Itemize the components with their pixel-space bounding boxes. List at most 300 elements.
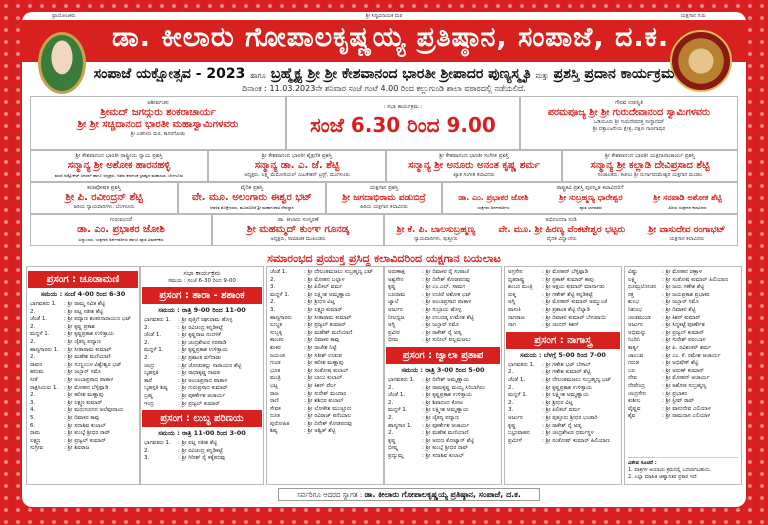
cast-role: ಮದ್ದಳೆ 1. <box>30 331 50 338</box>
cast-role: ಅಶ್ವಸೇನ <box>388 276 404 283</box>
cast-artist: : ಶ್ರೀ ಚಂದನ್ ಕಿಶನ್ <box>542 322 579 329</box>
cast-row <box>270 368 380 376</box>
cast-role: ಕೃಷ್ಣ <box>388 284 396 291</box>
cast-artist: : ಶ್ರೀ ಮಹೇಶ ಮಣಿಯಾಣಿ <box>422 430 469 437</box>
cast-row <box>388 299 498 307</box>
cast-role: ಬೃಹಸ್ಪತಿ ಶಿಷ್ಯ <box>144 385 168 392</box>
cast-row <box>30 438 136 446</box>
cast-artist: : ಶ್ರೀ ಮಹೇಶ್ ಮಣಿಯಾಣಿ <box>304 329 353 336</box>
cast-artist: : ಶ್ರೀ ಲಕ್ಷ್ಮೀಶ ಅಮ್ಮಣ್ಣಾಯ <box>542 392 589 399</box>
cast-row <box>628 307 738 315</box>
cast-row <box>270 421 380 429</box>
cast-row <box>628 368 738 376</box>
cast-artist: : ಶ್ರೀ ಚೈತನ್ಯ ಪದ್ಯಾಣ <box>422 414 459 421</box>
cast-artist: : ಶ್ರೀ ಪಟ್ಲ ಸತೀಶ ಶೆಟ್ಟಿ <box>178 440 218 447</box>
cast-role: ಭೂತ <box>270 367 281 374</box>
cast-role: 2. <box>144 339 150 346</box>
cast-row <box>508 284 618 292</box>
cast-artist: : ಶ್ರೀ ಪಿ. ರವಿಶಂಕರ್ ಶರ್ಮ <box>662 344 712 351</box>
cast-artist: : ಶ್ರೀ ರಾಧಾಕೃಷ್ಣ ನಾವಡ <box>178 370 220 377</box>
cast-row <box>508 315 618 323</box>
cast-artist: : ಶ್ರೀ ಚಂದ್ರಶೇಖರ ಧರ್ಮಸ್ಥಳ <box>542 430 594 437</box>
memorial-speech-box: ಡಾ. ಕೀಲಾರು ಸಂಸ್ಮರಣೆ ಶ್ರೀ ಮಹಮ್ಮದ್ ಕುಂಞ ಗೂನಡ್ಕ ಅಧ್ಯಕ್ಷರು, ಸಾಮಾಜಿಕ ಮುಖಂಡರು <box>212 214 384 246</box>
prasanga-title: ಪ್ರಸಂಗ : ಲುಬ್ಧ ಪರಿಣಯ <box>142 410 262 427</box>
cast-list <box>270 269 380 436</box>
cast-artist: : ಶ್ರೀ ಕೃಷ್ಣಪ್ರಕಾಶ ಉಳಿತ್ತಾಯ <box>542 384 593 391</box>
cast-row <box>30 407 136 415</box>
cast-artist: : ಶ್ರೀ ಮೋಹನ್ ಆಚಾರ್ಯ <box>662 375 710 382</box>
cast-artist: : ಶ್ರೀ ರಾಕೇಶ್ ರೈ ಅಡ್ಕ <box>542 422 582 429</box>
cast-row <box>388 400 498 408</box>
cast-artist: : ಶ್ರೀ ಮೋಹನ ರಣ್ಬಾಳ <box>662 269 702 275</box>
cast-row <box>508 377 618 385</box>
cast-role: ರಾಮ <box>30 430 41 437</box>
cast-row <box>270 337 380 345</box>
extra-cast-column <box>624 266 742 485</box>
cast-role: ತಾರೆ <box>144 377 152 384</box>
cast-artist: : ಶ್ರೀ ಉಜಿರೆ ಅಶೋಕ ಭಟ್ <box>422 291 472 298</box>
cast-role: ಲಕ್ಷ್ಮಣ <box>30 437 41 444</box>
cast-role: ಅರ್ಜುನ <box>508 414 523 421</box>
cast-role: ಅರ್ಜುನ <box>388 306 403 313</box>
cast-role: ಗರುಡ <box>628 360 640 367</box>
cast-row <box>388 292 498 300</box>
cast-role: 2. <box>30 392 36 399</box>
cast-role: 2. <box>30 323 36 330</box>
cast-role: ಚಂದ್ರಸೇನ <box>628 390 646 397</box>
cast-row <box>144 401 260 409</box>
honour-presence-box: ಗೌರವ ಉಪಸ್ಥಿತಿ ಪರಮಪೂಜ್ಯ ಶ್ರೀ ಶ್ರೀ ಗುರುದೇವಾನಂದ ಸ್ವಾಮಿಗಳವರು ಒಡಿಯೂರು ಶ್ರೀ ಗುರುದೇವದತ್ತ ಸಂಸ್ಥಾನಮ್ ಶ್ರೀ ದತ್ತಾಂಜನೇಯ ಕ್ಷೇತ್ರ, ದಕ್ಷಿಣ ಗಾಣಗಾಪುರ <box>520 96 738 150</box>
cast-artist: : ಶ್ರೀ ಪೂರ್ಣೇಶ ಆಚಾರ್ಯ <box>178 392 226 399</box>
cast-role: ಶುಂಭ <box>628 299 639 306</box>
cast-artist: : ಶ್ರೀ ಶಿವರಾಜ <box>64 445 90 452</box>
cast-row <box>388 385 498 393</box>
cast-row <box>388 430 498 438</box>
prasanga-nagastra-column: ಅಗ್ರಸೇನ : ಶ್ರೀ ಮೋಹನ್ ಬೆಳ್ಳಿಪ್ಪಾಡಿ ಧೃತರಾಷ್ಟ್ರ : ಶ್ರೀ ಪ್ರಕಾಶ್ ಕುಮಾರ್ ಕಾಪು ಶಂಬರ ಮಂತ್ರಿ : ಶ್ರೀ ಅಕ್ಷಯ ಕುಮಾರ್ ಮಾರ್ನಾಡು ರುಕ್ಮ : ಶ್ರೀ ಗಣೇಶ್ ಶೆಟ್ಟಿ ಕನ್ನಡಿಕಟ್ಟೆ ಅಗ್ನಿ : ಶ್ರೀ ಮೋಹನ್ ಕುಮಾರ್ ಅಮ್ಮುಂಜೆ ವಾಸುಕಿ : ಶ್ರೀ ಪ್ರಶಾಂತ ಶೆಟ್ಟಿ ನೆಲ್ಯಾಡಿ ನಾಗರಾಜ : ಶ್ರೀ ದಿವಾಕರ ಕುಮಾರ್ ಬೆಳುವಾಯಿ ನಾಗ : ಶ್ರೀ ಚಂದನ್ ಕಿಶನ್ ಪ್ರಸಂಗ : ನಾಗಾಸ್ತ್ರ ಸಮಯ : ಬೆಳಗ್ಗೆ 5-00 ರಿಂದ 7-00 ಭಾಗವತರು 1. : ಶ್ರೀ ಗಣೇಶ ಭಟ್ ಬೆಳಾಲ್ 2. : ಶ್ರೀ ಗಣೇಶ ಕುಮಾರ್ ಶೆಟ್ಟಿ ಚೆಂಡೆ 1. : ಶ್ರೀ ದೇಲಂತಮಜಲು ಸುಬ್ರಹ್ಮಣ್ಯ ಭಟ್ 2. : ಶ್ರೀ ಕೃಷ್ಣಪ್ರಕಾಶ ಉಳಿತ್ತಾಯ ಮದ್ದಳೆ 1. : ಶ್ರೀ ಲಕ್ಷ್ಮೀಶ ಅಮ್ಮಣ್ಣಾಯ 2. : ಶ್ರೀ ಶ್ರೀಧರ ವಿಟ್ಲ 3. : ಶ್ರೀ ಪಿಲಿಕಲ್ ವರ್ಮ ಅರ್ಜುನ : ಶ್ರೀ ಪುತ್ತೂರು ಶ್ರೀಧರ ಭಂಡಾರಿ ಕೃಷ್ಣ : ಶ್ರೀ ರಾಕೇಶ್ ರೈ ಅಡ್ಕ ಬಭ್ರುವಾಹನ : ಶ್ರೀ ಚಂದ್ರಶೇಖರ ಧರ್ಮಸ್ಥಳ ಪ್ರಮೀಳೆ : ಶ್ರೀ ಸಂತೋಷ್ ಕುಮಾರ್ ಹಿಲಿಯಾಣ <box>504 266 622 485</box>
cast-role: 2. <box>270 299 276 306</box>
cast-row <box>30 339 136 347</box>
award-music-box: ಶ್ರೀ ಕೇಶವಾನಂದ ಭಾರತೀ ಸಂಗೀತ ಪ್ರಶಸ್ತಿ ಸನ್ಮಾನ್ಯ ಶ್ರೀ ಅನೂರು ಅನಂತ ಕೃಷ್ಣ ಶರ್ಮ ಖ್ಯಾತ ಸಂಗೀತ ಕಲಾವಿದರು <box>386 150 562 182</box>
award-vaidika-box: ವೈದಿಕ ಪ್ರಶಸ್ತಿ ವೇ. ಮೂ. ಅಲಂಗಾರು ಈಶ್ವರ ಭಟ್ ಆಡಳಿತ ಮೊಕ್ತೇಸರರು, ಮೂಡಬಿದಿರೆ ಶ್ರೀ ಮಹಾಗಣಪತಿ ದೇವಸ್ಥಾನ <box>178 182 326 214</box>
cast-artist: : ಶ್ರೀ ಗಣೇಶ ಭಟ್ ಬೆಳಾಲ್ <box>542 361 591 368</box>
cast-row <box>628 398 738 406</box>
cast-row <box>508 292 618 300</box>
cast-row <box>388 377 498 385</box>
cast-artist: : ಶ್ರೀ ದಿವಾಕರ ಶೆಟ್ಟಿ <box>662 306 696 313</box>
cast-artist: : ಶ್ರೀ ಗಣೇಶ ಕುಮಾರ್ ಶೆಟ್ಟಿ <box>542 369 591 376</box>
cast-list <box>508 362 618 446</box>
cast-role: ಲುಬ್ಧಕ <box>270 322 282 329</box>
poster-panel <box>22 12 746 507</box>
cast-role: ದೇವ <box>628 375 637 382</box>
cast-row <box>30 301 136 309</box>
cast-artist: : ಶ್ರೀ ಪದ್ಯಾಣ ಶಂಕರನಾರಾಯಣ ಭಟ್ <box>64 316 131 323</box>
cast-artist: : ಶ್ರೀ ಸಿದ್ಧಕಟ್ಟೆ ಪೂರ್ಣೇಶ <box>662 322 705 329</box>
cast-artist: : ಶ್ರೀ ಶಶಿಧರ ಕುಲಾಲ್ <box>304 398 344 405</box>
cast-role: ಬ್ರಹ್ಮ <box>144 392 153 399</box>
cast-role: ಮಂತ್ರಿ <box>270 375 281 382</box>
cast-artist: : ಶ್ರೀ ದಿನೇಶ್ ಕೋಡಪದವು <box>304 420 353 427</box>
guru-emblem-image <box>670 30 732 92</box>
award-nyaya-box: ಶ್ರೀ ಕೇಶವಾನಂದ ಭಾರತೀ ರಾಷ್ಟ್ರೀಯ ನ್ಯಾಯ ಪ್ರಶಸ್ತಿ ಸನ್ಮಾನ್ಯ ಶ್ರೀ ಅಶೋಕ ಹಾರನಹಳ್ಳಿ ಮಾಜಿ ಅಡ್ವೊಕೇಟ್ ಜನರಲ್ ಹಾಗೂ ಅಧ್ಯಕ್ಷರು, ಅಖಿಲ ಕರ್ನಾಟಕ ಬ್ರಾಹ್ಮಣ ಮಹಾಸಭಾ, ಬೆಂಗಳೂರು <box>30 150 208 182</box>
cast-role: ಅಗ್ನಿ <box>388 322 396 329</box>
cast-row <box>30 316 136 324</box>
cast-row <box>270 345 380 353</box>
cast-artist: : ಶ್ರೀ ದಿನೇಶ್ ಅಮ್ಮಣ್ಣಾಯ <box>422 376 470 383</box>
cast-artist: : ಶ್ರೀ ಹರೀಶ ಮಣ್ಣಾಪು <box>304 360 344 367</box>
cast-artist: : ಶ್ರೀ ಪುತ್ತಿಗೆ ರಘುರಾಮ ಹೊಳ್ಳ <box>178 317 233 323</box>
cast-row <box>388 307 498 315</box>
cast-row <box>30 369 136 377</box>
cast-row <box>628 330 738 338</box>
cast-row <box>30 385 136 393</box>
cast-role: ಪ್ರದ್ಯುಮ್ನ <box>388 452 404 459</box>
cast-row <box>144 455 260 463</box>
cast-row <box>144 332 260 340</box>
cast-role: ದೂತ <box>270 413 280 420</box>
cast-role: ಚಂದ್ರ <box>144 362 154 369</box>
cast-role: ಭಾಗವತರು 1. <box>144 440 171 447</box>
cast-row <box>388 284 498 292</box>
cast-artist: : ಶ್ರೀ ಸಂತೋಷ್ ಕುಮಾರ್ ಹಿಲಿಯಾಣ <box>542 437 610 444</box>
cast-role: ಲಕ್ಷ್ಮಿ <box>628 276 637 283</box>
cast-role: ಜಯಂತ <box>270 352 285 359</box>
cast-row <box>508 430 618 438</box>
cast-role: ದೇವೇಂದ್ರ <box>628 382 645 389</box>
cast-role: ರಕ್ತ <box>628 291 634 298</box>
cast-row <box>388 330 498 338</box>
cast-artist: : ಶ್ರೀ ಅಭಿಷೇಕ್ ಶೆಟ್ಟಿ <box>662 360 699 367</box>
cast-artist: : ಶ್ರೀ ರವಿರಾಜ್ ಪನೆಯಾಲ <box>304 413 351 420</box>
cast-artist: : ಶ್ರೀ ಲಕ್ಷ್ಮೀಶ ಅಮ್ಮಣ್ಣಾಯ <box>422 407 469 414</box>
cast-artist: : ಶ್ರೀ ಬಾಬು ಕುಲಾಲ್ <box>304 375 343 382</box>
cast-list <box>144 440 260 463</box>
cast-role: 2. <box>508 384 514 391</box>
cast-role: ಬಲ <box>628 367 636 374</box>
cast-role: 2. <box>388 414 394 421</box>
cast-artist: : ಶ್ರೀ ಸುರೇಶ್ ಪರಂಬಾಳ <box>662 337 706 344</box>
cast-role: ಕೃಷ್ಣ <box>388 437 396 444</box>
cast-artist: : ಶ್ರೀ ರಾಜೇಶ ನಿಟ್ಟೆ <box>304 344 337 351</box>
cast-row <box>30 415 136 423</box>
cast-artist: : ಶ್ರೀ ಚೈತನ್ಯ ಪದ್ಯಾಣ <box>64 338 101 345</box>
cast-role: ಹನುಮ <box>30 369 44 376</box>
cast-role: 2. <box>144 354 150 361</box>
cast-row <box>144 385 260 393</box>
cast-row <box>144 393 260 401</box>
cast-artist: : ಶ್ರೀ ಪೂರ್ಣೇಶ ಆಚಾರ್ಯ <box>422 422 470 429</box>
cast-row <box>508 307 618 315</box>
cast-role: ಧೂಮ್ರಲೋಚನ <box>628 284 657 291</box>
cast-row <box>628 353 738 361</box>
cast-artist: : ಶ್ರೀ ಕುಂಬ್ಳೆ ಶ್ರೀಧರ ರಾವ್ <box>64 430 111 437</box>
cast-role: ಅಗ್ನಿ <box>508 299 516 306</box>
cast-artist: : ಶ್ರೀ ಎಂ. ಕೆ. ರಮೇಶ ಆಚಾರ್ಯ <box>662 352 721 359</box>
cast-role: ಪುರೋಹಿತ <box>270 420 290 427</box>
cast-artist: : ಶ್ರೀ ಜಬ್ಬಾರ್ ಸಮೊ <box>422 322 459 329</box>
cast-list <box>628 269 738 421</box>
cast-row <box>388 337 498 345</box>
cast-row <box>388 445 498 453</box>
cast-row <box>508 415 618 423</box>
cast-artist: : ಶ್ರೀ ಸೀತಾರಾಮ ಕುಮಾರ್ <box>64 346 112 353</box>
cast-row <box>30 324 136 332</box>
cast-row <box>144 325 260 333</box>
cast-row <box>30 309 136 317</box>
cast-row <box>30 423 136 431</box>
cast-artist: : ಶ್ರೀ ಪ್ರಶಾಂತ ಶೆಟ್ಟಿ ನೆಲ್ಯಾಡಿ <box>542 306 590 313</box>
cast-role: ಭೀಮ <box>388 337 399 344</box>
cast-row <box>388 315 498 323</box>
cast-row <box>508 407 618 415</box>
cast-role: 3. <box>508 407 514 414</box>
guruvandane-box: ಗುರುವಂದನೆ ಡಾ. ಎಂ. ಪ್ರಭಾಕರ ಜೋಶಿ ವಿದ್ವಾಂಸರು, ಯಕ್ಷಗಾನ ಅರ್ಥಧಾರಿಗಳು ಹಾಗೂ ಖ್ಯಾತ ವಿಮರ್ಶಕರು <box>30 214 212 246</box>
cast-role: ನೀಲಧ್ವಜ <box>388 314 405 321</box>
cast-artist: : ಶ್ರೀ ಸುರೇಶ್ ಮಂದಾರ <box>304 390 347 397</box>
cast-role: 4. <box>30 407 36 414</box>
cast-row <box>388 277 498 285</box>
cast-artist: : ಶ್ರೀ ಲಕ್ಷ್ಮಣ ಕುಮಾರ್ <box>304 306 343 313</box>
cast-row <box>270 299 380 307</box>
cast-row <box>144 340 260 348</box>
cast-artist: : ಶ್ರೀ ಗಣೇಶ್ ಶೆಟ್ಟಿ ಕನ್ನಡಿಕಟ್ಟೆ <box>542 291 593 298</box>
cast-row <box>628 292 738 300</box>
cast-role: ರಾಣಿ <box>270 398 279 405</box>
math-label: ಶ್ರೀ ಸಿದ್ಧಿವಿನಾಯಕ ಮಠ <box>365 13 403 19</box>
cast-role: ಜಾಂಬವ <box>628 352 644 359</box>
cast-artist: : ಶ್ರೀ ಸದಾಶಿವ ಕುಲಾಲ್ <box>422 452 464 459</box>
cast-row <box>270 284 380 292</box>
cast-list <box>388 269 498 345</box>
cast-artist: : ಶ್ರೀ ದಿವಾಕರ ಕುಮಾರ್ ಬೆಳುವಾಯಿ <box>542 314 607 321</box>
cast-row <box>144 355 260 363</box>
cast-artist: : ಶ್ರೀ ಮೋಹನ ಬೆಳ್ಳಿಪ್ಪಾಡಿ <box>64 384 109 391</box>
cast-artist: : ಶ್ರೀ ಪ್ರಜ್ವಲ್ ಕುಮಾರ್ <box>662 329 704 336</box>
cast-row <box>30 445 136 453</box>
cast-role: ಚಂಡಮುಂಡ <box>628 314 651 321</box>
cast-role: ಸುಗ್ರೀವ <box>30 445 44 452</box>
cast-role: ಕೃಷ್ಣ <box>508 422 516 429</box>
cast-role: ಅರುಣಾಕ್ಷ <box>388 269 405 275</box>
cast-list <box>508 269 618 330</box>
cast-artist: : ಶ್ರೀ ಶ್ರೀಧರ ವಿಟ್ಲ <box>304 299 336 306</box>
cast-role: ಬೃಹಸ್ಪತಿ <box>144 370 159 377</box>
cast-row <box>508 277 618 285</box>
cast-artist: : ಶ್ರೀ ಅಶ್ವಿತ್ ಶೆಟ್ಟಿ <box>304 428 336 435</box>
cast-artist: : ಶ್ರೀ ಕೃಷ್ಣರಾಜ ನಂದಳಿಕೆ <box>178 332 221 339</box>
special-notes: ವಿಶೇಷ ಸೂಚನೆ : 1. ಪಾತ್ರಗಳ ಆಯಾಯ ಕ್ರಮದಲ್ಲಿ ಬದಲಾಗಬಹುದು. 2. ಎಲ್ಲಾ ಮಾಹಿತಿ ಆಹ್ವಾನಿತರ ಪ್ರಕಾರ ಇದೆ. <box>628 457 738 481</box>
cast-row <box>508 269 618 277</box>
cast-role: ಶಿಷ್ಯ <box>270 428 278 435</box>
cast-artist: : ಶ್ರೀ ಸುಣ್ಣಂಬಳ ವಿಶ್ವೇಶ್ವರ ಭಟ್ <box>64 361 122 368</box>
cast-row <box>628 360 738 368</box>
cast-row <box>270 353 380 361</box>
cast-role: ಭಾಗವತರು 1. <box>144 317 171 323</box>
award-patron-box: ಕಲಾಪೋಷಕ ಪ್ರಶಸ್ತಿ ಶ್ರೀ ಪಿ. ರವೀಂದ್ರನ್ ಶೆಟ್ಟಿ ಹಿರಿಯ ನ್ಯಾಯವಾದಿಗಳು, ಬೆಂಗಳೂರು <box>30 182 178 214</box>
cast-row <box>30 331 136 339</box>
cast-row <box>30 400 136 408</box>
cast-artist: : ಶ್ರೀ ಪ್ರಶಾಂತ ವಗೆನಾಡು <box>178 354 221 361</box>
cast-row <box>508 438 618 446</box>
cast-row <box>270 406 380 414</box>
cast-row <box>144 370 260 378</box>
cast-artist: : ಶ್ರೀ ಪ್ರಭಾಕರ <box>662 390 688 397</box>
cast-row <box>144 448 260 456</box>
cast-row <box>508 322 618 330</box>
cast-row <box>270 428 380 436</box>
cast-list <box>388 377 498 461</box>
cast-artist: : ಶ್ರೀ ಮೋಹನ್ ಕುಮಾರ್ ಅಮ್ಮುಂಜೆ <box>542 299 607 306</box>
cast-artist: : ಶ್ರೀ ಪಿಲಿಕಲ್ ವರ್ಮ <box>542 407 581 414</box>
cast-role: ಜ್ವಾಲೆ <box>388 299 399 306</box>
cast-artist: : ಶ್ರೀ ಅಂಬಾಪ್ರಸಾದ ಪಾತಾಳ <box>422 299 472 306</box>
cast-artist: : ಶ್ರೀ ಲೋಕೇಶ ಮುಚ್ಚೂರು <box>304 405 352 412</box>
cast-row <box>388 438 498 446</box>
cast-row <box>270 383 380 391</box>
cast-artist: : ಶ್ರೀ ಶಿವಾನಂದ ಕೋಟ <box>422 399 463 406</box>
cast-artist: : ಶ್ರೀ ಲಕ್ಷ್ಮೀಶ ಅಮ್ಮಣ್ಣಾಯ <box>304 291 351 298</box>
cast-artist: : ಶ್ರೀ ಕಿಶನ್ ಪೆರ್ಲ <box>304 382 337 389</box>
cast-artist: : ಶ್ರೀ ರಾಮಕೃಷ್ಣ ಮಯ್ಯ ಸಿರಿಬಾಗಿಲು <box>422 384 486 391</box>
cast-role: ವೈಷ್ಣವ <box>628 405 641 412</box>
event-subtitle: ಸಂಪಾಜೆ ಯಕ್ಷೋತ್ಸವ - 2023 ಹಾಗೂ ಬ್ರಹ್ಮೈಕ್ಯ ಶ್ರೀ ಶ್ರೀ ಕೇಶವಾನಂದ ಭಾರತೀ ಶ್ರೀಪಾದರ ಪುಣ್ಯಸ್ಮೃತಿ ಮತ್ತು ಪ್ರಶಸ್ತಿ ಪ್ರದಾನ ಕಾರ್ಯಕ್ರಮ <box>93 66 675 82</box>
cast-role: ಬಲರಾಮ <box>388 291 406 298</box>
cast-row <box>628 277 738 285</box>
cast-role: ಕುಶೀಲ <box>628 398 641 405</box>
cast-artist: : ಶ್ರೀ ಸಂತೋಷ ಕುಲಾಲ್ <box>304 367 349 374</box>
cast-artist: : ಶ್ರೀ ಅಶೋಕ ಸುಬ್ರಹ್ಮಣ್ಯ <box>662 382 707 389</box>
cast-role: ಪ್ರಮೀಳೆ <box>508 437 522 444</box>
cast-role: 2. <box>30 338 36 345</box>
cast-row <box>30 362 136 370</box>
cast-role: 3. <box>270 306 276 313</box>
cast-artist: : ಶ್ರೀ ಸ್ಟೀವ್ ರಾವ್ <box>662 398 695 405</box>
cast-row <box>30 347 136 355</box>
cast-row <box>508 369 618 377</box>
cast-artist: : ಶ್ರೀ ದಿನೇಶ್ ಕೋಡಪದವು <box>422 276 471 283</box>
cast-row <box>628 299 738 307</box>
guru-label: ಯಕ್ಷಗಾನ ಗುರು <box>680 13 706 19</box>
cast-row <box>628 375 738 383</box>
cast-artist: : ಶ್ರೀ ರಾಮ್ಮ ಸವಿತ ಶೆಟ್ಟಿ <box>64 301 106 307</box>
cast-role: ಭೀಷ್ಮ <box>388 445 398 452</box>
cast-artist: : ಶ್ರೀ ದಿವಾಕರ ಕಾವು <box>64 414 100 421</box>
cast-role: ಭಟ್ಟ <box>270 382 278 389</box>
cast-artist: : ಶ್ರೀ ಮೋಹನ್ ಬೆಳ್ಳಿಪ್ಪಾಡಿ <box>542 269 589 275</box>
cast-role: 2. <box>144 324 150 331</box>
cast-row <box>628 269 738 277</box>
cast-artist: : ಶ್ರೀ ಜಯ ಗಣೇಶ ಶೆಟ್ಟಿ <box>662 284 705 291</box>
cast-role: 2. <box>144 447 150 454</box>
cast-role: 2. <box>30 308 36 315</box>
welcome-footer: ಸರ್ವರಿಗೂ ಆದರದ ಸ್ವಾಗತ : ಡಾ. ಕೀಲಾರು ಗೋಪಾಲಕೃಷ್ಣಯ್ಯ ಪ್ರತಿಷ್ಠಾನ, ಸಂಪಾಜೆ, ದ.ಕ. <box>278 488 540 501</box>
cast-artist: : ಶ್ರೀ ಪಿಲಿಕಲ್ ವರ್ಮ <box>304 284 343 291</box>
cast-row <box>144 378 260 386</box>
cast-role: ರಾಜ <box>270 390 279 397</box>
cast-row <box>628 345 738 353</box>
cast-artist: : ಶ್ರೀ ಪ್ರಕಾಶ್ ಕುಮಾರ್ ಕಾಪು <box>542 276 594 283</box>
cast-row <box>388 322 498 330</box>
prasanga-title: ಪ್ರಸಂಗ : ಚೂಡಾಮಣಿ <box>28 271 138 288</box>
cast-artist: : ಶ್ರೀ ಮಧುಸೂದನ ಅಲೆವೂರಾಯ <box>64 407 124 414</box>
cast-row <box>30 430 136 438</box>
cast-artist: : ಶ್ರೀ ಪ್ರಜ್ವಲ್ ಕುಮಾರ್ <box>178 400 220 407</box>
cast-artist: : ಶ್ರೀ ಚಂದ್ರಶೇಖರ ಸರಪಾಡಿ <box>178 339 227 346</box>
cast-artist: : ಶ್ರೀ ರಾಮದಾಸ ಎಲಿಯಾಳ <box>662 413 711 420</box>
cast-row <box>508 423 618 431</box>
cast-row <box>270 360 380 368</box>
cast-artist: : ಶ್ರೀ ಮಹೇಶ ಮಣಿಯಾಣಿ <box>64 354 111 361</box>
cast-row <box>30 392 136 400</box>
cast-role: 2. <box>270 276 276 283</box>
cast-role: 3. <box>30 399 36 406</box>
cast-row <box>388 453 498 461</box>
cast-artist: : ಶ್ರೀ ಲಕ್ಷ್ಮಣ ಕುಮಾರ್ <box>64 399 103 406</box>
award-yakshagana-box: ಯಕ್ಷಗಾನ ಪ್ರಶಸ್ತಿ ಶ್ರೀ ಜಗದಾಭಿರಾಮ ಪಡುಬಿದ್ರೆ ಹಿರಿಯ ಯಕ್ಷಗಾನ ಕಲಾವಿದರು <box>326 182 442 214</box>
cast-role: ಶಂಕರ <box>270 344 281 351</box>
prasanga-title: ಪ್ರಸಂಗ : ತಾರಾ - ಶಶಾಂಕ <box>142 287 262 304</box>
cast-artist: : ಶ್ರೀ ಪ್ರಜ್ವಲ್ ಕುಮಾರ್ <box>304 322 346 329</box>
cast-artist: : ಶ್ರೀ ರವಿಚಂದ್ರ ಕನ್ನಡಿಕಟ್ಟೆ <box>178 324 223 331</box>
cast-row <box>388 423 498 431</box>
prasanga-lubdha-cast-column <box>266 266 384 485</box>
cast-role: ಧೃತರಾಷ್ಟ್ರ <box>508 276 525 283</box>
cast-artist: : ಶ್ರೀ ಜಬ್ಬಾರ್ ಸಮೊ <box>662 299 699 306</box>
cast-role: ನಾಗರಾಜ <box>508 314 525 321</box>
cast-row <box>270 322 380 330</box>
cast-row <box>270 330 380 338</box>
cast-list <box>30 301 136 453</box>
cast-artist: : ಶ್ರೀ ಅಕ್ಷಯ ಕುಮಾರ್ ಮಾರ್ನಾಡು <box>542 284 605 291</box>
cast-row <box>270 307 380 315</box>
cast-role: ಚೆಂಡೆ 1. <box>388 392 406 399</box>
cast-row <box>270 292 380 300</box>
prasanga-taara-shashanka-column: ಸಭಾ ಕಾರ್ಯಕ್ರಮ ಸಮಯ : ಸಂಜೆ 6-30 ರಿಂದ 9-00 ಪ್ರಸಂಗ : ತಾರಾ - ಶಶಾಂಕ ಸಮಯ : ರಾತ್ರಿ 9-00 ರಿಂದ 11-00 ಭಾಗವತರು 1. : ಶ್ರೀ ಪುತ್ತಿಗೆ ರಘುರಾಮ ಹೊಳ್ಳ 2. : ಶ್ರೀ ರವಿಚಂದ್ರ ಕನ್ನಡಿಕಟ್ಟೆ ಚೆಂಡೆ 1. : ಶ್ರೀ ಕೃಷ್ಣರಾಜ ನಂದಳಿಕೆ 2. : ಶ್ರೀ ಚಂದ್ರಶೇಖರ ಸರಪಾಡಿ ಮದ್ದಳೆ 1. : ಶ್ರೀ ಕೃಷ್ಣಪ್ರಕಾಶ ಉಳಿತ್ತಾಯ 2. : ಶ್ರೀ ಪ್ರಶಾಂತ ವಗೆನಾಡು ಚಂದ್ರ : ಶ್ರೀ ಜೋಡುಕಲ್ಲು ನಾರಾಯಣ ಶೆಟ್ಟಿ ಬೃಹಸ್ಪತಿ : ಶ್ರೀ ರಾಧಾಕೃಷ್ಣ ನಾವಡ ತಾರೆ : ಶ್ರೀ ಅಂಬಾಪ್ರಸಾದ ಪಾತಾಳ ಬೃಹಸ್ಪತಿ ಶಿಷ್ಯ : ಶ್ರೀ ಗುರುಪ್ರಸಾದ ಕುಮಾರ್ ಬ್ರಹ್ಮ : ಶ್ರೀ ಪೂರ್ಣೇಶ ಆಚಾರ್ಯ ಇಂದ್ರ : ಶ್ರೀ ಪ್ರಜ್ವಲ್ ಕುಮಾರ್ ಪ್ರಸಂಗ : ಲುಬ್ಧ ಪರಿಣಯ ಸಮಯ : ರಾತ್ರಿ 11-00 ರಿಂದ 3-00 ಭಾಗವತರು 1. : ಶ್ರೀ ಪಟ್ಲ ಸತೀಶ ಶೆಟ್ಟಿ 2. : ಶ್ರೀ ರವಿಚಂದ್ರ ಕನ್ನಡಿಕಟ್ಟೆ 3. : ಶ್ರೀ ಗಿರೀಶ್ ರೈ ಕಕ್ಕೆಪದವು <box>140 266 264 485</box>
cast-row <box>628 284 738 292</box>
cast-role: ಹಾಸ್ಯಗಾರ 1. <box>388 422 413 429</box>
cast-row <box>388 392 498 400</box>
cast-artist: : ಶ್ರೀ ಪಟ್ಲ ಸತೀಶ ಶೆಟ್ಟಿ <box>64 308 104 315</box>
cast-row <box>270 375 380 383</box>
cast-role: ವಿಷ್ಣು <box>628 269 638 275</box>
cast-artist: : ಶ್ರೀ ಪ್ರಜ್ವಲ್ ಕುಮಾರ್ <box>64 437 106 444</box>
cast-row <box>628 337 738 345</box>
cast-row <box>30 354 136 362</box>
cast-row <box>270 277 380 285</box>
cast-artist: : ಶ್ರೀ ದೇಲಂತಮಜಲು ಸುಬ್ರಹ್ಮಣ್ಯ ಭಟ್ <box>304 269 374 275</box>
cast-role: ಮದ್ದಳೆ 1. <box>270 291 290 298</box>
cast-role: ಮದ್ದಳೆ 1. <box>388 407 408 414</box>
cast-row <box>270 315 380 323</box>
cast-row <box>628 391 738 399</box>
cast-row <box>144 363 260 371</box>
cast-role: ಸುಬ್ಬಕ್ಕ <box>270 329 283 336</box>
cast-role: ವಾಸುಕಿ <box>508 306 521 313</box>
cast-artist: : ಶ್ರೀ ಹರೀಶ ಮಣ್ಣಾಪು <box>64 392 104 399</box>
cast-artist: : ಶ್ರೀ ಸುನೀಲ್ ಪಲ್ಲಮಜಲು <box>422 337 471 344</box>
cast-row <box>388 269 498 277</box>
cast-role: ಬಭ್ರುವಾಹನ <box>508 430 530 437</box>
cast-role: ಚೆಂಡೆ 1. <box>30 316 48 323</box>
cast-role: ಚೆಂಡೆ 1. <box>144 332 162 339</box>
cast-role: ನಾಗ <box>508 322 516 329</box>
cast-role: ಮದ್ದಳೆ 1. <box>508 392 528 399</box>
cast-artist: : ಶ್ರೀ ಜಯಪ್ರಕಾಶ ಪ್ರಭಾಕರ <box>662 291 710 298</box>
cast-row <box>508 392 618 400</box>
cast-role: 5. <box>30 414 36 421</box>
cast-artist: : ಶ್ರೀ ಅಂಬಾಪ್ರಸಾದ ಪಾತಾಳ <box>178 377 228 384</box>
cast-row <box>270 398 380 406</box>
